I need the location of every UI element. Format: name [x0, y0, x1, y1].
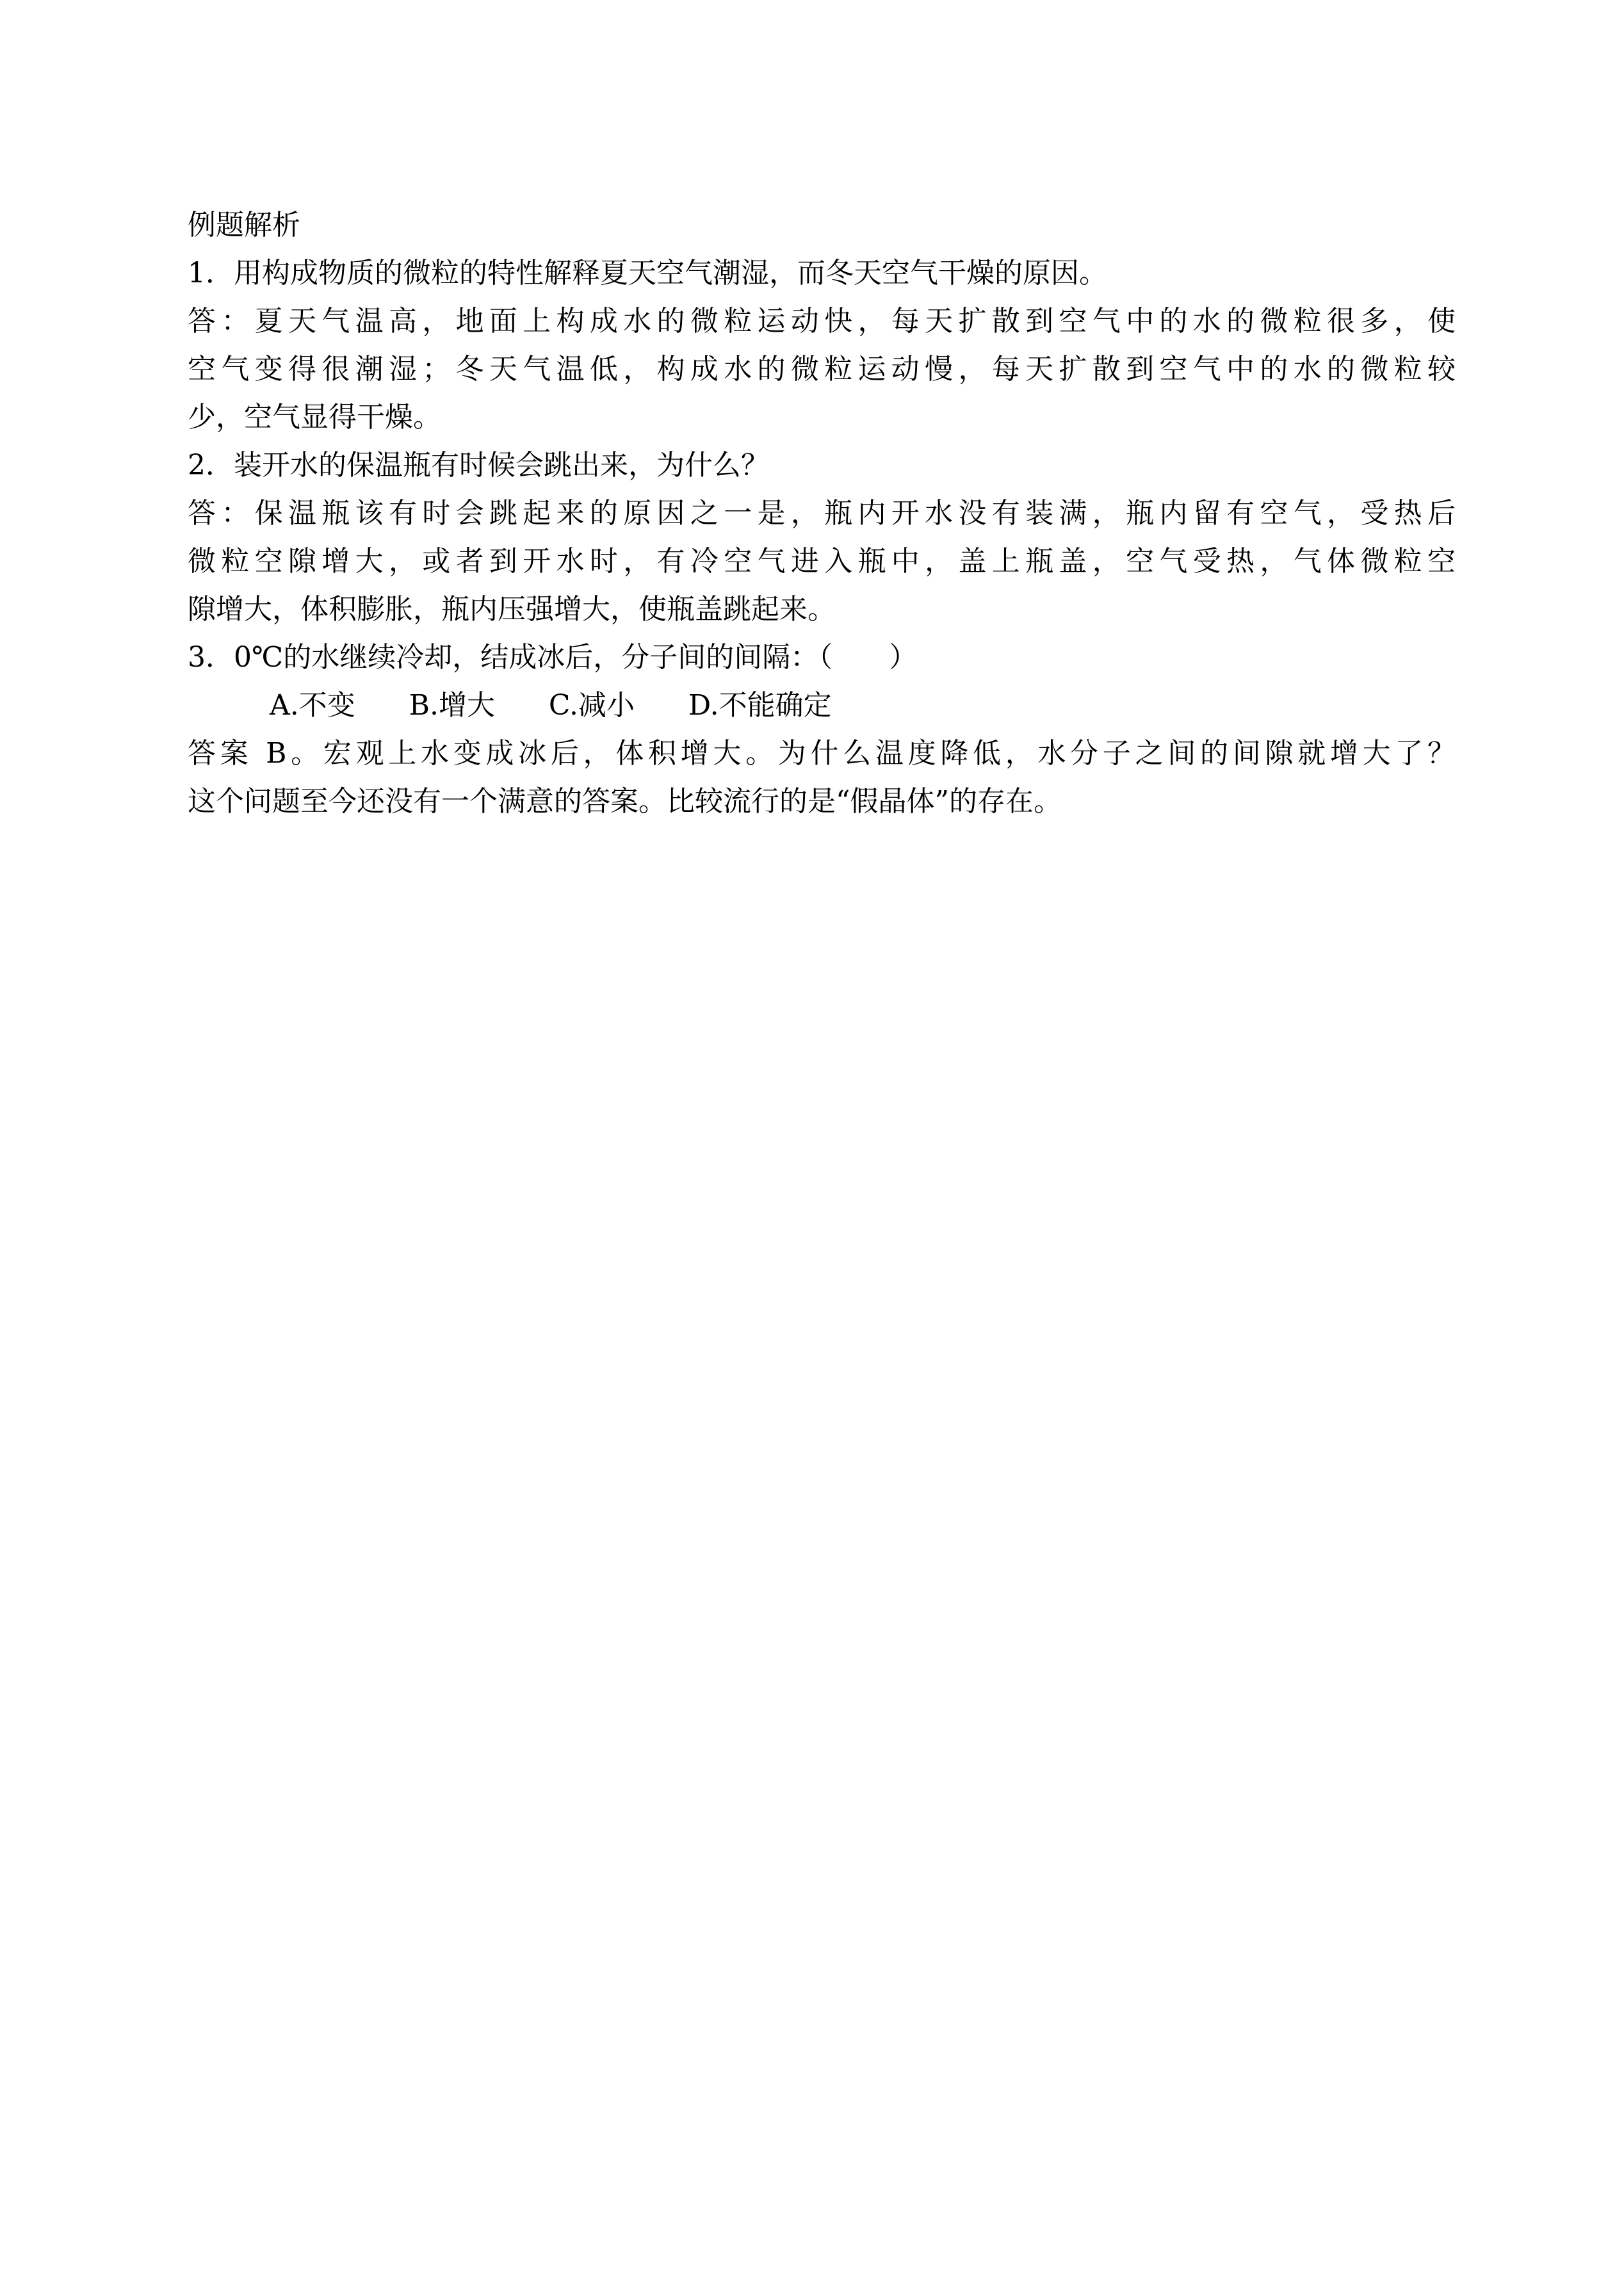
question-1: 1．用构成物质的微粒的特性解释夏天空气潮湿，而冬天空气干燥的原因。 [188, 257, 1107, 289]
question-2: 2．装开水的保温瓶有时候会跳出来，为什么？ [188, 449, 769, 482]
answer-3-line-1: 答案 B。宏观上水变成冰后，体积增大。为什么温度降低，水分子之间的间隙就增大了？ [188, 737, 1456, 770]
document-body [188, 201, 1456, 825]
answer-2-line-1: 答：保温瓶该有时会跳起来的原因之一是，瓶内开水没有装满，瓶内留有空气，受热后 [188, 497, 1456, 530]
section-heading: 例题解析 [188, 209, 300, 241]
answer-3-line-2: 这个问题至今还没有一个满意的答案。比较流行的是“假晶体”的存在。 [188, 785, 1062, 818]
answer-2-line-3: 隙增大，体积膨胀，瓶内压强增大，使瓶盖跳起来。 [188, 593, 836, 626]
answer-1-line-2: 空气变得很潮湿；冬天气温低，构成水的微粒运动慢，每天扩散到空气中的水的微粒较 [188, 353, 1456, 385]
question-3-options: A.不变 B.增大 C.减小 D.不能确定 [270, 689, 832, 722]
answer-1-line-3: 少，空气显得干燥。 [188, 401, 441, 434]
answer-2-line-2: 微粒空隙增大，或者到开水时，有冷空气进入瓶中，盖上瓶盖，空气受热，气体微粒空 [188, 545, 1456, 578]
answer-1-line-1: 答：夏天气温高，地面上构成水的微粒运动快，每天扩散到空气中的水的微粒很多，使 [188, 305, 1456, 337]
question-3: 3．0℃的水继续冷却，结成冰后，分子间的间隔：（ ） [188, 641, 918, 674]
